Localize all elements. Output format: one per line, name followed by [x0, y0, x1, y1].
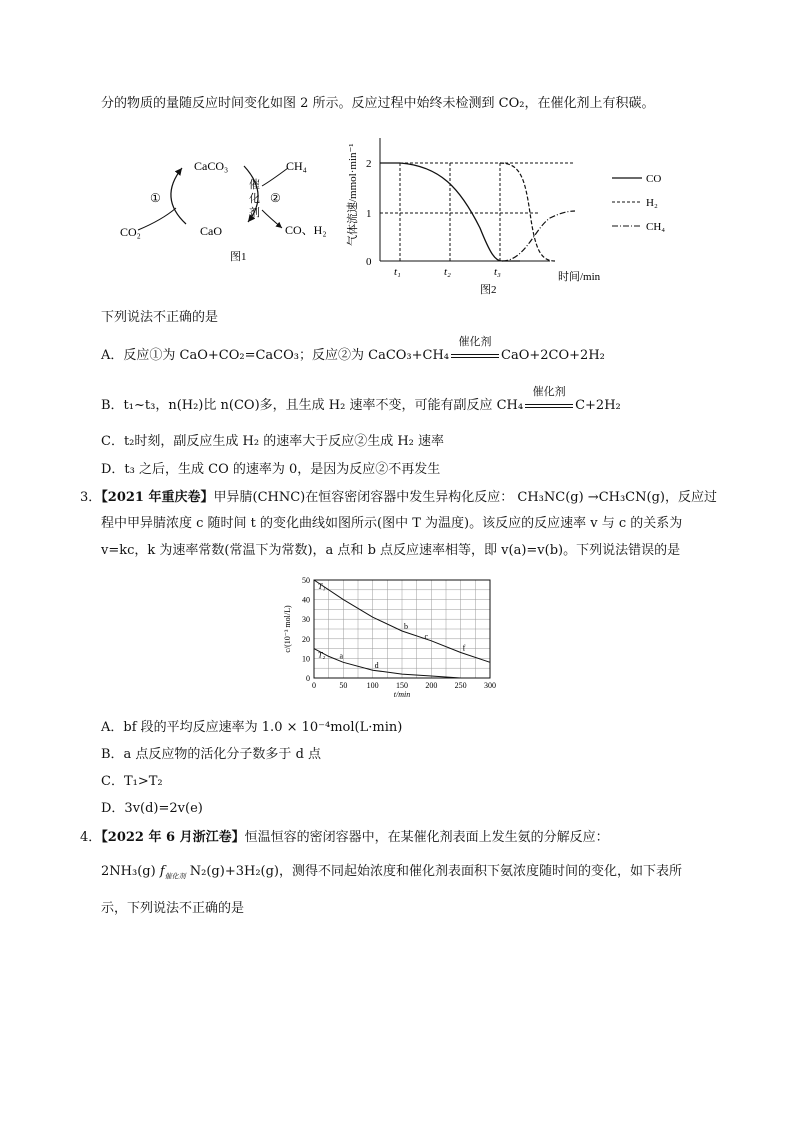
fig1-step2: ② [270, 191, 281, 205]
q4-eq-arrow [160, 862, 186, 887]
q4-number: 4． [80, 830, 102, 845]
q2-prompt: 下列说法不正确的是 [101, 310, 219, 325]
q4-line-2 [101, 862, 682, 887]
q4-text-2: ，测得不同起始浓度和催化剂表面积下氨浓度随时间的变化，如下表所 [279, 864, 683, 879]
fig1-caption: 图1 [230, 251, 247, 263]
fig1-arrow-left [171, 168, 186, 224]
fig2-legend-co: CO [646, 173, 662, 185]
fig2-xtick-t3: t₃ [494, 266, 501, 278]
x-tick-label: 150 [396, 681, 408, 690]
fig1-catalyst-char-2: 化 [249, 193, 260, 205]
x-tick-label: 50 [339, 681, 348, 690]
fig2-xtick-t2: t₂ [444, 266, 451, 278]
q3-line-1 [80, 488, 717, 508]
intro-text: 分的物质的量随反应时间变化如图 2 所示。反应过程中始终未检测到 CO₂，在催化剂上有积碳。 [101, 96, 655, 111]
fig2-curve-co [380, 163, 520, 261]
fig2-curve-ch4 [502, 211, 575, 261]
series-label-1: T₁ [318, 582, 326, 591]
series-label-2: T₂ [318, 650, 326, 660]
fig2-legend-h2: H₂ [646, 197, 658, 209]
point-label-f: f [462, 643, 466, 653]
q2-option-c: C．t₂时刻，副反应生成 H₂ 的速率大于反应②生成 H₂ 速率 [101, 434, 445, 449]
y-tick-label: 50 [302, 576, 310, 585]
y-axis-label: c/(10⁻³ mol/L) [283, 605, 292, 653]
catalyst-arrow-b [523, 385, 575, 416]
point-label-b: b [404, 621, 408, 631]
q4-eq-left: 2NH₃(g) [101, 864, 156, 879]
figure-1-cycle-diagram [110, 150, 330, 280]
catalyst-arrow-a [449, 335, 501, 366]
y-tick-label: 10 [302, 654, 310, 664]
fig1-arrow-out [262, 210, 282, 228]
catalyst-label-a: 催化剂 [458, 335, 492, 348]
q4-eq-mid-sub: 催化剂 [164, 872, 186, 881]
q3-option-c: C．T₁>T₂ [101, 774, 163, 789]
q3-source: 【2021 年重庆卷】 [101, 490, 214, 505]
point-label-d: d [374, 661, 379, 671]
q3-option-d: D．3v(d)=2v(e) [101, 801, 203, 816]
q4-eq-right: N₂(g)+3H₂(g) [189, 864, 279, 879]
q3-line-3: v=kc，k 为速率常数(常温下为常数)，a 点和 b 点反应速率相等，即 v(a)=v(b)。下列说法错误的是 [101, 543, 681, 558]
q4-text-1: 恒温恒容的密闭容器中，在某催化剂表面上发生氨的分解反应： [244, 830, 609, 845]
figure-2-flow-chart [340, 118, 666, 298]
q2-option-b-post: C+2H₂ [575, 398, 621, 413]
fig1-catalyst-char-3: 剂 [249, 207, 260, 219]
fig1-ch4: CH₄ [286, 159, 307, 173]
fig1-cao: CaO [200, 224, 222, 238]
q3-text-1: 甲异腈(CHNC)在恒容密闭容器中发生异构化反应： CH₃NC(g) →CH₃CN(g)，反应过 [213, 490, 717, 505]
q2-option-b [101, 385, 621, 416]
q2-option-a-post: CaO+2CO+2H₂ [501, 348, 605, 363]
y-tick-label: 30 [302, 615, 310, 625]
x-tick-label: 0 [312, 681, 316, 690]
q2-option-a [101, 335, 605, 366]
q4-line-1 [80, 828, 609, 848]
fig2-ytick-1: 1 [366, 208, 372, 220]
x-tick-label: 300 [484, 681, 496, 690]
fig2-xtick-t1: t₁ [394, 266, 401, 278]
q3-line-2: 程中甲异腈浓度 c 随时间 t 的变化曲线如图所示(图中 T 为温度)。该反应的反应速率 v 与 c 的关系为 [101, 516, 683, 531]
x-tick-label: 200 [425, 681, 438, 690]
y-tick-label: 20 [302, 634, 310, 644]
x-axis-label: t/min [393, 690, 411, 699]
q2-option-a-pre: A．反应①为 CaO+CO₂=CaCO₃；反应②为 CaCO₃+CH₄ [101, 348, 450, 363]
y-tick-label: 40 [302, 595, 310, 605]
fig2-caption: 图2 [480, 284, 497, 296]
q3-option-b: B．a 点反应物的活化分子数多于 d 点 [101, 747, 322, 762]
fig1-caco3: CaCO₃ [194, 159, 229, 173]
x-tick-label: 100 [366, 681, 379, 690]
fig1-step1: ① [150, 191, 161, 205]
q3-number: 3． [80, 490, 102, 505]
point-label-c: c [424, 631, 429, 641]
q3-concentration-chart [280, 576, 520, 706]
q2-option-d: D．t₃ 之后，生成 CO 的速率为 0，是因为反应②不再发生 [101, 462, 441, 477]
x-tick-label: 250 [454, 681, 467, 690]
fig2-curve-h2 [500, 163, 555, 261]
fig2-ytick-0: 0 [366, 256, 372, 268]
fig1-catalyst-char-1: 催 [249, 179, 260, 191]
fig1-co2: CO₂ [120, 225, 141, 239]
y-tick-label: 0 [306, 674, 310, 683]
fig1-arrow-co2 [138, 208, 176, 230]
fig2-ylabel: 气体流速/mmol·min⁻¹ [347, 143, 359, 246]
q4-source: 【2022 年 6 月浙江卷】 [101, 830, 245, 845]
fig2-xlabel: 时间/min [558, 271, 601, 283]
q3-option-a: A．bf 段的平均反应速率为 1.0 × 10⁻⁴mol(L·min) [101, 720, 403, 735]
q4-line-3: 示，下列说法不正确的是 [101, 901, 245, 916]
q4-eq-mid: f [159, 864, 165, 879]
fig1-arrow-ch4 [262, 168, 288, 186]
fig2-ytick-2: 2 [366, 158, 372, 170]
fig1-products: CO、H₂ [285, 223, 327, 237]
point-label-a: a [339, 651, 344, 661]
q2-option-b-pre: B．t₁~t₃，n(H₂)比 n(CO)多，且生成 H₂ 速率不变，可能有副反应 CH₄ [101, 398, 524, 413]
catalyst-label-b: 催化剂 [532, 385, 566, 398]
fig2-legend-ch4: CH₄ [646, 221, 666, 233]
